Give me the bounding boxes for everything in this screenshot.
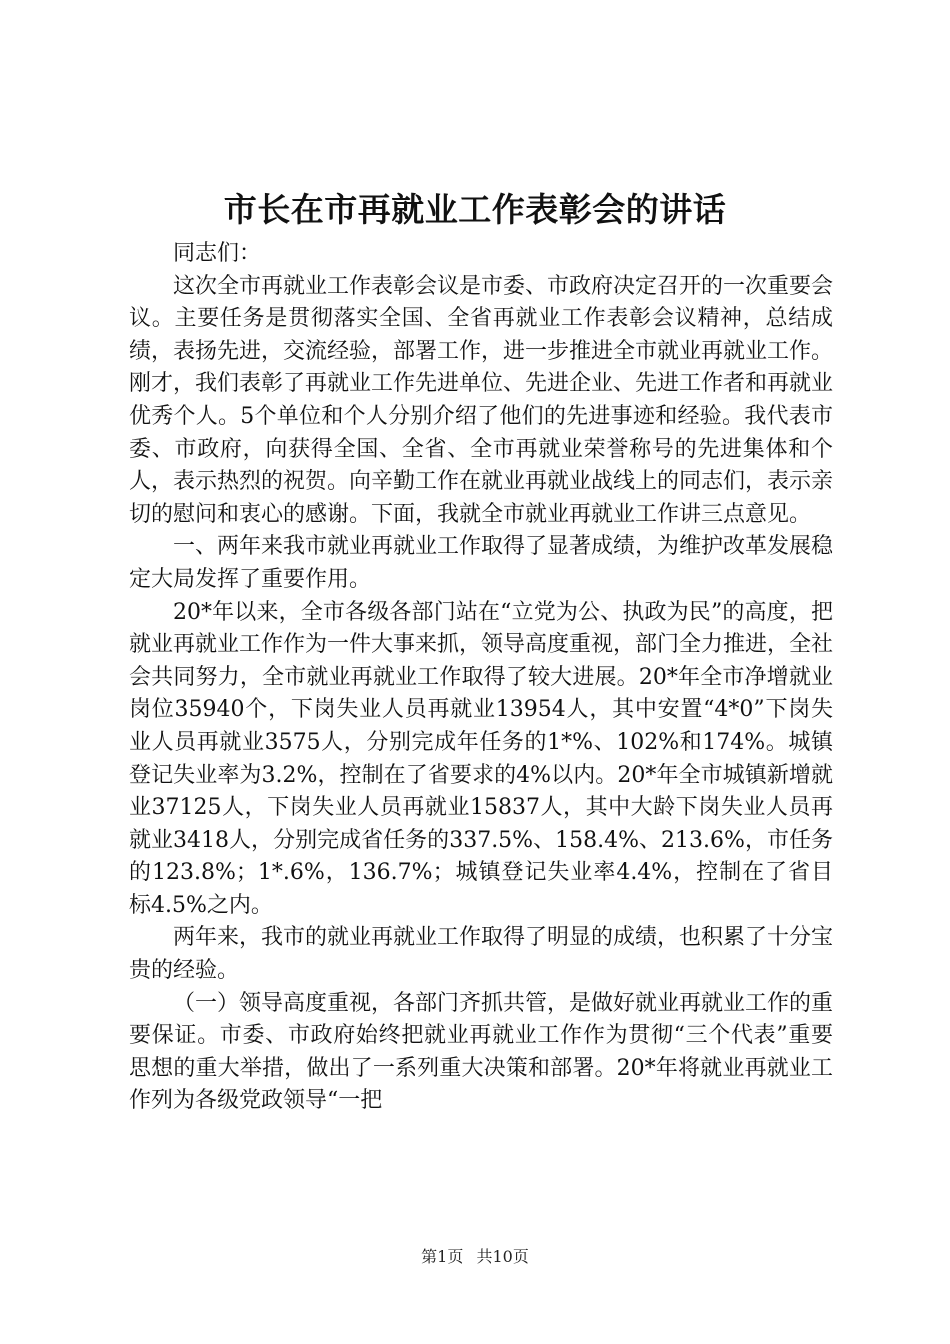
- paragraph-summary: 两年来，我市的就业再就业工作取得了明显的成绩，也积累了十分宝贵的经验。: [129, 925, 834, 984]
- paragraph-point-1: （一）领导高度重视，各部门齐抓共管，是做好就业再就业工作的重要保证。市委、市政府始终把就业再就业工作作为贯彻“三个代表”重要思想的重大举措，做出了一系列重大决策和部署。20*年将就业再就业工作列为各级党政领导“一把: [129, 990, 834, 1114]
- section-heading-1: 一、两年来我市就业再就业工作取得了显著成绩，为维护改革发展稳定大局发挥了重要作用。: [129, 534, 834, 592]
- paragraph-achievements: 20*年以来，全市各级各部门站在“立党为公、执政为民”的高度，把就业再就业工作作为一件大事来抓，领导高度重视，部门全力推进，全社会共同努力，全市就业再就业工作取得了较大进展。20*年全市净增就业岗位35940个，下岗失业人员再就业13954人，其中安置“4*0”下岗失业人员再就业3575人，分别完成年任务的1*%、102%和174%。城镇登记失业率为3.2%，控制在了省要求的4%以内。20*年全市城镇新增就业37125人，下岗失业人员再就业15837人，其中大龄下岗失业人员再就业3418人，分别完成省任务的337.5%、158.4%、213.6%，市任务的123.8%；1*.6%，136.7%；城镇登记失业率4.4%，控制在了省目标4.5%之内。: [129, 599, 834, 918]
- page-total: 共10页: [476, 1247, 529, 1266]
- document-title: 市长在市再就业工作表彰会的讲话: [223, 190, 727, 229]
- paragraph-intro: 这次全市再就业工作表彰会议是市委、市政府决定召开的一次重要会议。主要任务是贯彻落实全国、全省再就业工作表彰会议精神，总结成绩，表扬先进，交流经验，部署工作，进一步推进全市就业再就业工作。刚才，我们表彰了再就业工作先进单位、先进企业、先进工作者和再就业优秀个人。5个单位和个人分别介绍了他们的先进事迹和经验。我代表市委、市政府，向获得全国、全省、全市再就业荣誉称号的先进集体和个人，表示热烈的祝贺。向辛勤工作在就业再就业战线上的同志们，表示亲切的慰问和衷心的感谢。下面，我就全市就业再就业工作讲三点意见。: [129, 273, 834, 527]
- page-footer: [0, 1244, 950, 1267]
- salutation: 同志们：: [173, 241, 262, 266]
- document-body: [129, 238, 833, 1118]
- page-number: 第1页: [421, 1247, 464, 1266]
